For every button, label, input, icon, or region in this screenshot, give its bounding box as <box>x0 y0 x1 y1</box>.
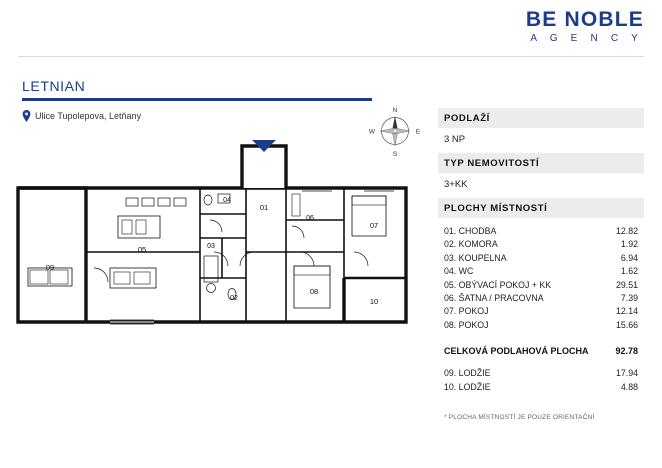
brand-subtitle: A G E N C Y <box>530 33 643 44</box>
plan-room-09: 09 <box>45 263 55 272</box>
title-underline <box>22 98 372 101</box>
room-label: 04. WC <box>444 266 474 277</box>
plan-room-03: 03 <box>207 243 215 250</box>
list-item <box>444 265 638 278</box>
room-label: 05. OBÝVACÍ POKOJ + KK <box>444 279 552 290</box>
list-item <box>444 381 638 394</box>
room-value: 29.51 <box>615 279 638 290</box>
floor-value: 3 NP <box>444 134 466 145</box>
list-item <box>444 367 638 380</box>
total-area-label: CELKOVÁ PODLAHOVÁ PLOCHA <box>444 346 589 357</box>
address-text: Ulice Tupolepova, Letňany <box>35 111 142 121</box>
disclaimer-note: * PLOCHA MÍSTNOSTÍ JE POUZE ORIENTAČNÍ <box>444 414 595 422</box>
plan-room-01: 01 <box>259 203 269 212</box>
plan-room-05: 05 <box>137 245 147 254</box>
plan-room-02: 02 <box>230 295 238 302</box>
header-divider <box>18 56 644 57</box>
room-value: 12.82 <box>615 226 638 236</box>
list-item <box>444 319 638 332</box>
total-area-row <box>438 334 644 358</box>
compass-east-label: E <box>415 128 421 136</box>
loggia-value: 17.94 <box>615 368 638 379</box>
room-areas-heading: PLOCHY MÍSTNOSTÍ <box>438 198 644 218</box>
location-pin-icon <box>22 110 31 122</box>
list-item <box>444 292 638 305</box>
plan-room-06: 06 <box>306 215 314 222</box>
brand-name: BE NOBLE <box>525 8 644 31</box>
room-value: 1.62 <box>620 266 638 277</box>
plan-room-10: 10 <box>369 297 379 306</box>
room-value: 12.14 <box>615 306 638 317</box>
page-title-text: LETNIAN <box>22 78 86 94</box>
room-label: 02. KOMORA <box>444 239 498 250</box>
loggia-value: 4.88 <box>620 381 638 392</box>
floor-plan-drawing <box>14 128 430 338</box>
total-area-value: 92.78 <box>615 346 638 357</box>
room-value: 6.94 <box>620 252 638 263</box>
plan-room-08: 08 <box>309 287 319 296</box>
floor-heading: PODLAŽÍ <box>438 108 644 128</box>
plan-room-04: 04 <box>223 197 231 204</box>
room-label: 06. ŠATNA / PRACOVNA <box>444 293 544 304</box>
list-item <box>444 305 638 318</box>
compass-north-label: N <box>392 107 398 114</box>
room-label: 03. KOUPELNA <box>444 252 507 263</box>
list-item <box>444 225 638 238</box>
room-value: 7.39 <box>620 293 638 304</box>
list-item <box>444 238 638 251</box>
page-title <box>22 78 372 101</box>
room-label: 01. CHODBA <box>444 226 497 236</box>
plan-room-07: 07 <box>369 221 379 230</box>
room-value: 1.92 <box>620 239 638 250</box>
room-area-list <box>438 218 644 334</box>
loggia-label: 09. LODŽIE <box>444 368 491 379</box>
brand-logo <box>526 8 644 46</box>
address <box>22 110 141 122</box>
loggia-label: 10. LODŽIE <box>444 381 491 392</box>
compass-south-label: S <box>392 151 398 158</box>
compass-west-label: W <box>368 128 376 136</box>
loggia-list <box>438 358 644 394</box>
room-label: 07. POKOJ <box>444 306 489 317</box>
property-type-heading: TYP NEMOVITOSTÍ <box>438 153 644 173</box>
info-panel <box>438 108 644 421</box>
room-label: 08. POKOJ <box>444 319 489 330</box>
list-item <box>444 252 638 265</box>
property-type-value: 3+KK <box>444 179 468 190</box>
room-value: 15.66 <box>615 319 638 330</box>
list-item <box>444 279 638 292</box>
